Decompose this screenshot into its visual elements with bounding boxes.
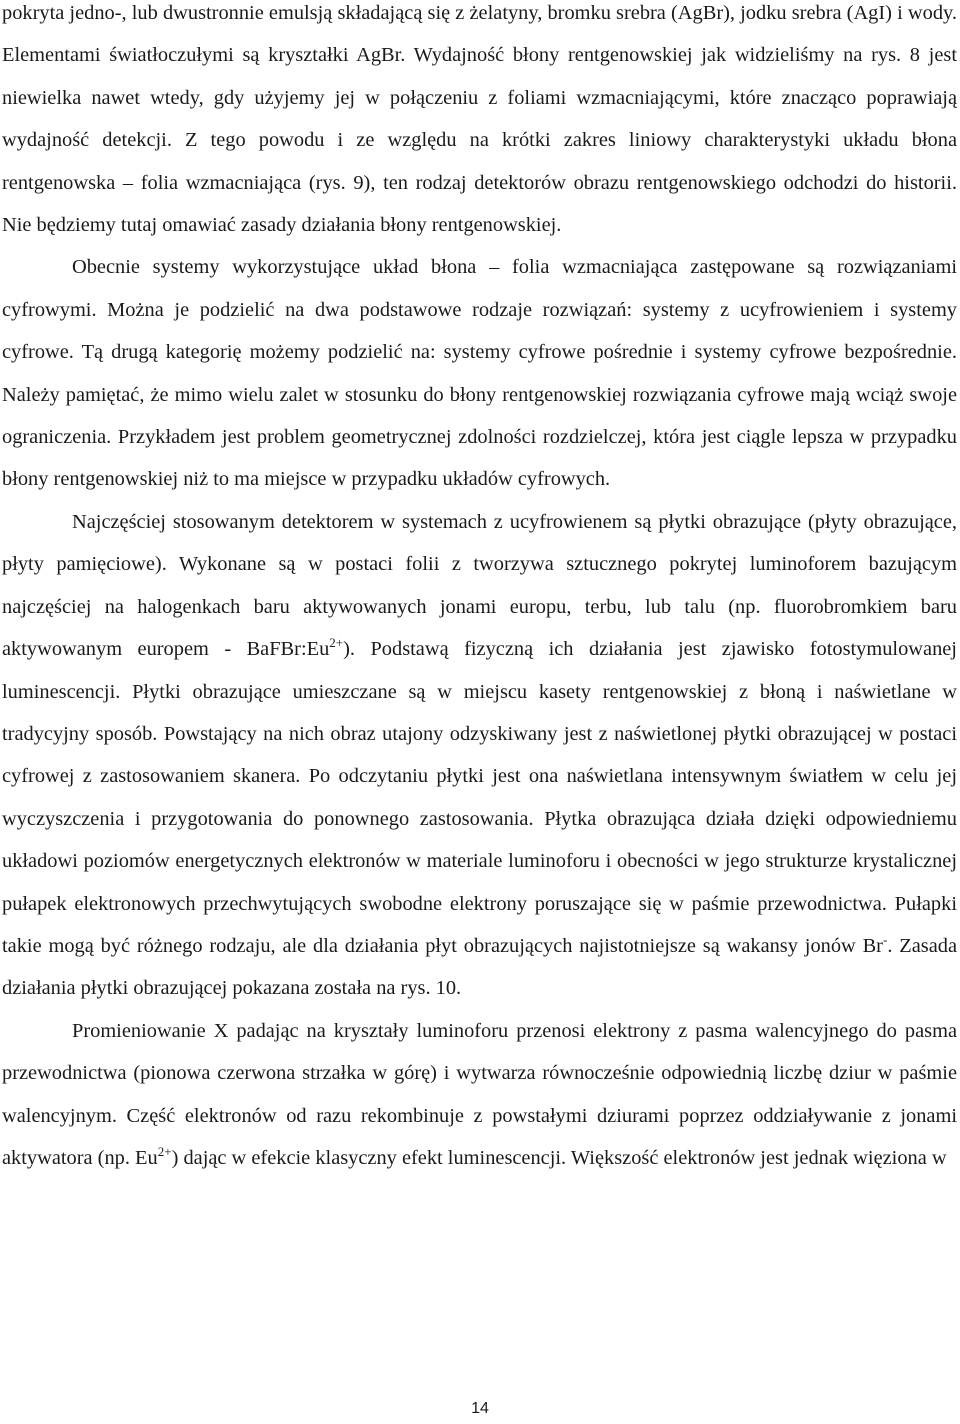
document-body [2,0,957,1179]
superscript-text: - [882,931,888,947]
paragraph-4 [2,1010,957,1180]
paragraph-2 [2,246,957,500]
text-run: Promieniowanie X padając na kryształy luminoforu przenosi elektrony z pasma walencyjnego do pasma przewodnictwa (pionowa czerwona strzałka w górę) i wytwarza równocześnie odpowiednią liczbę dziur w paśmie walencyjnym. Część elektronów od razu rekombinuje z powstałymi dziurami poprzez oddziaływanie z jonami aktywatora (np. Eu [2,1019,957,1169]
text-run: ). Podstawą fizyczną ich działania jest zjawisko fotostymulowanej luminescencji. Płytki obrazujące umieszczane są w miejscu kasety rentgenowskiej z błoną i naświetlane w tradycyjny sposób. Powstający na nich obraz utajony odzyskiwany jest z naświetlonej płytki obrazującej w postaci cyfrowej z zastosowaniem skanera. Po odczytaniu płytki jest ona naświetlana intensywnym światłem w celu jej wyczyszczenia i przygotowania do ponownego zastosowania. Płytka obrazująca działa dzięki odpowiedniemu układowi poziomów energetycznych elektronów w materiale luminoforu i obecności w jego strukturze krystalicznej pułapek elektronowych przechwytujących swobodne elektrony poruszające się w paśmie przewodnictwa. Pułapki takie mogą być różnego rodzaju, ale dla działania płyt obrazujących najistotniejsze są wakansy jonów Br [2,638,957,957]
text-run: Obecnie systemy wykorzystujące układ błona – folia wzmacniająca zastępowane są rozwiązaniami cyfrowymi. Można je podzielić na dwa podstawowe rodzaje rozwiązań: systemy z ucyfrowieniem i systemy cyfrowe. Tą drugą kategorię możemy podzielić na: systemy cyfrowe pośrednie i systemy cyfrowe bezpośrednie. Należy pamiętać, że mimo wielu zalet w stosunku do błony rentgenowskiej rozwiązania cyfrowe mają wciąż swoje ograniczenia. Przykładem jest problem geometrycznej zdolności rozdzielczej, która jest ciągle lepsza w przypadku błony rentgenowskiej niż to ma miejsce w przypadku układów cyfrowych. [2,256,957,491]
text-run: Najczęściej stosowanym detektorem w systemach z ucyfrowienem są płytki obrazujące (płyty obrazujące, płyty pamięciowe). Wykonane są w postaci folii z tworzywa sztucznego pokrytej luminoforem bazującym najczęściej na halogenkach baru aktywowanych jonami europu, terbu, lub talu (np. fluorobromkiem baru aktywowanym europem - BaFBr:Eu [2,510,957,661]
paragraph-3 [2,501,957,1010]
text-run: . Zasada działania płytki obrazującej pokazana została na rys. 10. [2,934,957,1000]
text-run: pokryta jedno-, lub dwustronnie emulsją składającą się z żelatyny, bromku srebra (AgBr), jodku srebra (AgI) i wody. Elementami światłoczułymi są kryształki AgBr. Wydajność błony rentgenowskiej jak widzieliśmy na rys. 8 jest niewielka nawet wtedy, gdy użyjemy jej w połączeniu z foliami wzmacniającymi, które znacząco poprawiają wydajność detekcji. Z tego powodu i ze względu na krótki zakres liniowy charakterystyki układu błona rentgenowska – folia wzmacniająca (rys. 9), ten rodzaj detektorów obrazu rentgenowskiego odchodzi do historii. Nie będziemy tutaj omawiać zasady działania błony rentgenowskiej. [2,2,957,237]
paragraph-1 [2,0,957,246]
page-number: 14 [471,1400,489,1417]
superscript-text: 2+ [329,635,344,651]
superscript-text: 2+ [157,1143,172,1159]
text-run: ) dając w efekcie klasyczny efekt luminescencji. Większość elektronów jest jednak więziona w [171,1146,947,1169]
